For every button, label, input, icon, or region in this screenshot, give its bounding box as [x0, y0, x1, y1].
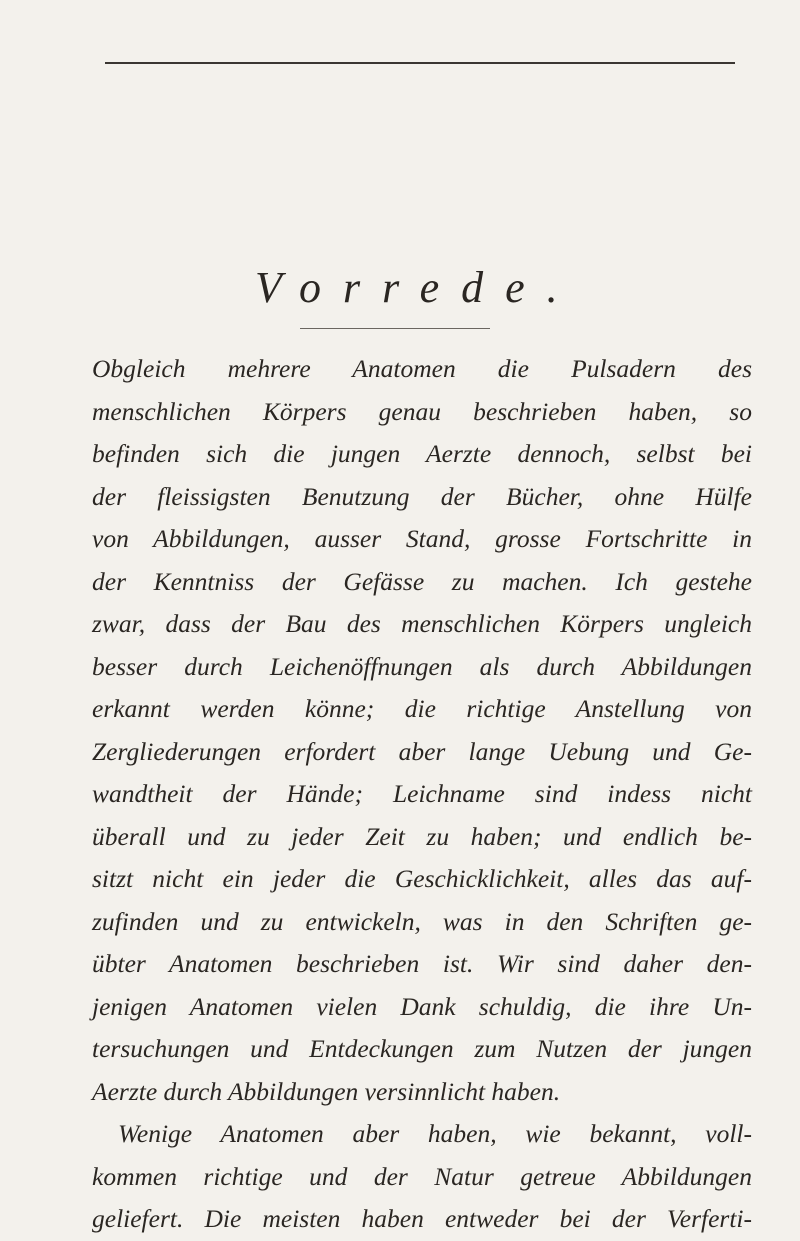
text-line: menschlichen Körpers genau beschrieben haben, so	[92, 396, 752, 426]
text-line: kommen richtige und der Natur getreue Abbildungen	[92, 1161, 752, 1191]
text-line: tersuchungen und Entdeckungen zum Nutzen der jungen	[92, 1034, 752, 1063]
top-rule	[105, 62, 735, 64]
page-title: Vorrede.	[255, 263, 580, 312]
text-line: überall und zu jeder Zeit zu haben; und endlich be-	[92, 821, 752, 851]
text-line: Wenige Anatomen aber haben, wie bekannt, voll-	[118, 1119, 752, 1148]
text-line: Aerzte durch Abbildungen versinnlicht haben.	[92, 1076, 561, 1106]
text-line: übter Anatomen beschrieben ist. Wir sind daher den-	[92, 949, 752, 978]
body-text	[92, 348, 752, 1241]
text-line: wandtheit der Hände; Leichname sind indess nicht	[92, 779, 752, 808]
text-line: Zergliederungen erfordert aber lange Uebung und Ge-	[92, 736, 752, 766]
text-line: jenigen Anatomen vielen Dank schuldig, die ihre Un-	[92, 991, 752, 1021]
text-line: befinden sich die jungen Aerzte dennoch, selbst bei	[92, 439, 752, 468]
text-line: Obgleich mehrere Anatomen die Pulsadern des	[92, 354, 752, 383]
text-line: der Kenntniss der Gefässe zu machen. Ich gestehe	[92, 566, 752, 596]
text-line: erkannt werden könne; die richtige Anstellung von	[92, 694, 752, 723]
text-line: zwar, dass der Bau des menschlichen Körpers ungleich	[92, 609, 752, 638]
title-rule	[300, 328, 490, 329]
text-line: besser durch Leichenöffnungen als durch Abbildungen	[92, 651, 752, 681]
text-line: geliefert. Die meisten haben entweder bei der Verferti-	[92, 1204, 752, 1233]
text-line: der fleissigsten Benutzung der Bücher, ohne Hülfe	[92, 481, 752, 511]
text-line: sitzt nicht ein jeder die Geschicklichkeit, alles das auf-	[92, 864, 752, 893]
text-line: zufinden und zu entwickeln, was in den Schriften ge-	[92, 906, 752, 936]
text-line: von Abbildungen, ausser Stand, grosse Fortschritte in	[92, 524, 752, 553]
